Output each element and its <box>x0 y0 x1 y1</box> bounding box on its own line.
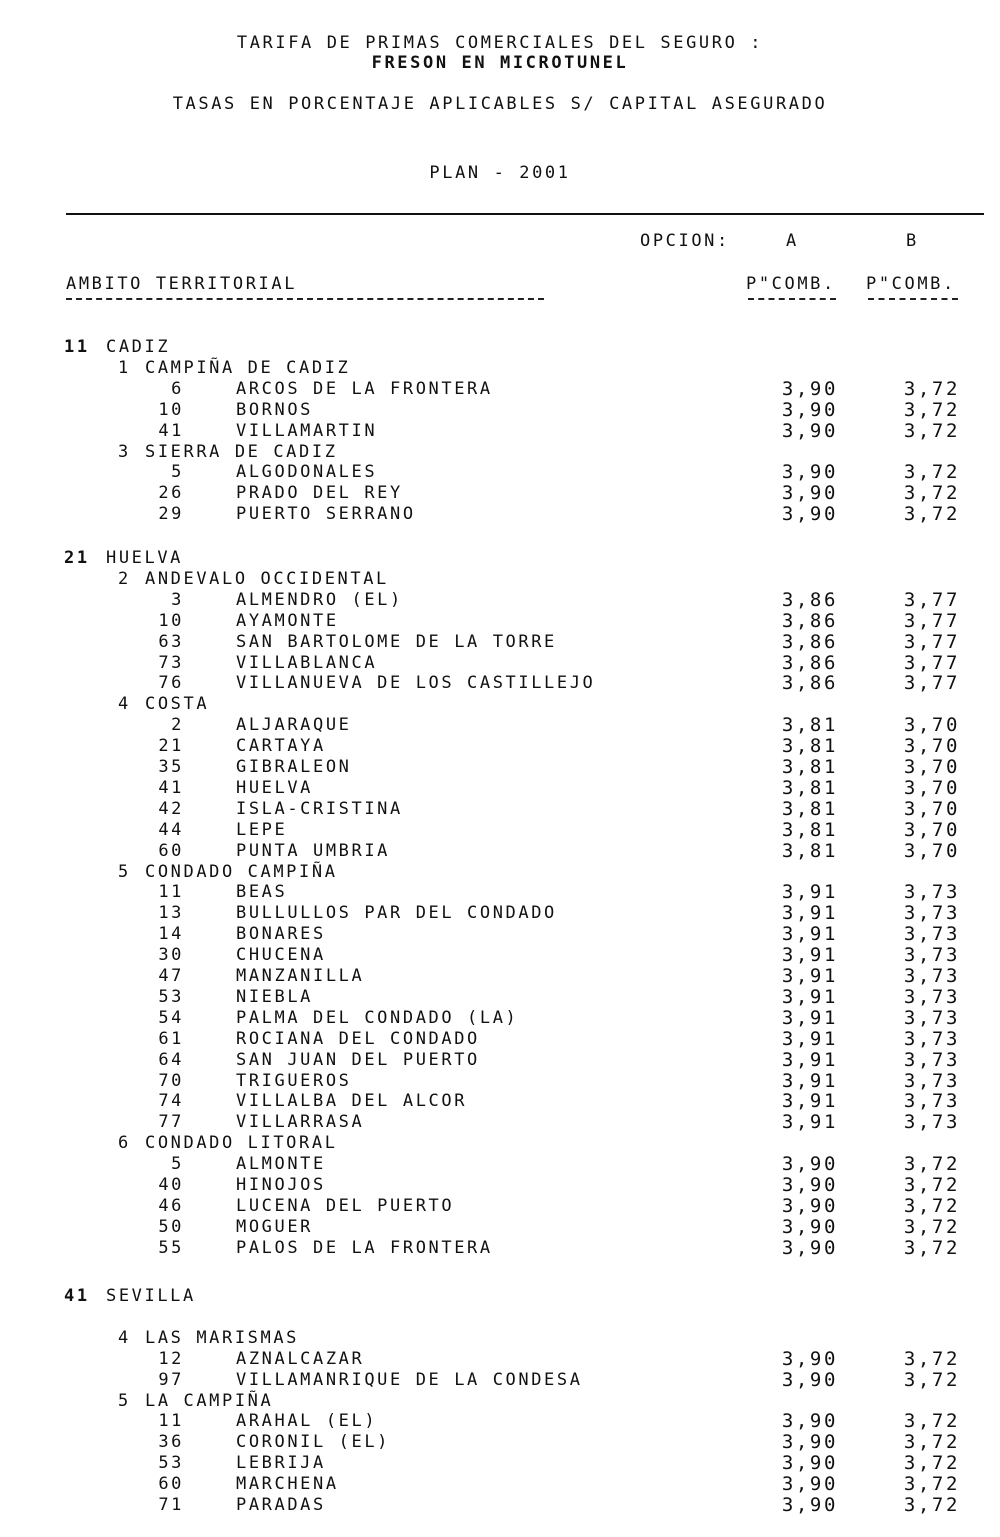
municipality-name: LUCENA DEL PUERTO <box>236 1195 455 1216</box>
municipality-name: ALGODONALES <box>236 462 378 483</box>
rate-option-a: 3,81 <box>781 714 838 737</box>
municipality-code: 50 <box>158 1216 184 1237</box>
municipality-name: BEAS <box>236 882 288 903</box>
rate-option-b: 3,72 <box>903 1431 960 1454</box>
municipality-code: 35 <box>158 757 184 777</box>
municipality-code: 60 <box>158 1474 184 1495</box>
municipality-code: 60 <box>158 840 184 861</box>
rate-option-a: 3,90 <box>781 1473 838 1496</box>
comarca-name: LAS MARISMAS <box>145 1327 300 1348</box>
municipality-code: 42 <box>158 798 184 819</box>
rate-option-b: 3,70 <box>903 818 960 841</box>
rate-option-a: 3,86 <box>781 588 838 611</box>
municipality-name: ALMONTE <box>236 1154 326 1175</box>
rate-option-b: 3,70 <box>903 839 960 862</box>
option-a-label: A <box>786 231 799 251</box>
municipality-code: 30 <box>158 945 184 966</box>
province-code: 21 <box>64 548 90 568</box>
rate-option-b: 3,77 <box>903 672 960 695</box>
municipality-name: ALMENDRO (EL) <box>236 589 403 610</box>
rate-option-a: 3,90 <box>781 1431 838 1454</box>
municipality-name: BULLULLOS PAR DEL CONDADO <box>236 903 557 924</box>
comarca-code: 6 <box>118 1133 131 1154</box>
rate-option-b: 3,73 <box>903 1090 960 1113</box>
municipality-name: TRIGUEROS <box>236 1070 352 1091</box>
rate-option-b: 3,72 <box>903 503 960 526</box>
municipality-code: 11 <box>158 882 184 903</box>
municipality-name: ALJARAQUE <box>236 715 352 736</box>
rate-option-b: 3,73 <box>903 902 960 925</box>
comarca-name: COSTA <box>145 694 210 715</box>
rate-option-a: 3,90 <box>781 461 838 484</box>
opcion-label: OPCION: <box>640 231 730 251</box>
rate-option-b: 3,72 <box>903 482 960 505</box>
pcomb-b-header: P"COMB. <box>866 274 956 294</box>
rate-option-b: 3,77 <box>903 609 960 632</box>
rate-option-a: 3,91 <box>781 1006 838 1029</box>
municipality-code: 2 <box>171 715 184 736</box>
municipality-name: VILLABLANCA <box>236 652 378 673</box>
rate-option-a: 3,90 <box>781 1452 838 1475</box>
rate-option-b: 3,73 <box>903 923 960 946</box>
rate-option-b: 3,73 <box>903 1111 960 1134</box>
municipality-name: PARADAS <box>236 1495 326 1515</box>
rate-option-a: 3,90 <box>781 1174 838 1196</box>
rate-option-a: 3,91 <box>781 923 838 946</box>
municipality-name: VILLAMARTIN <box>236 420 378 441</box>
rate-option-a: 3,91 <box>781 965 838 987</box>
municipality-name: CHUCENA <box>236 945 326 966</box>
municipality-name: SAN JUAN DEL PUERTO <box>236 1049 480 1070</box>
rate-option-a: 3,90 <box>781 1410 838 1433</box>
rate-option-a: 3,86 <box>781 651 838 674</box>
municipality-name: LEBRIJA <box>236 1453 326 1474</box>
comarca-code: 4 <box>118 694 131 715</box>
rate-option-b: 3,73 <box>903 944 960 967</box>
municipality-name: MANZANILLA <box>236 966 365 986</box>
municipality-code: 71 <box>158 1495 184 1515</box>
comarca-name: CONDADO CAMPIÑA <box>145 861 338 882</box>
municipality-name: ARCOS DE LA FRONTERA <box>236 378 493 399</box>
municipality-code: 11 <box>158 1411 184 1432</box>
municipality-code: 13 <box>158 903 184 924</box>
municipality-code: 46 <box>158 1195 184 1216</box>
comarca-code: 5 <box>118 861 131 882</box>
rate-option-b: 3,72 <box>903 1368 960 1391</box>
municipality-name: PALOS DE LA FRONTERA <box>236 1237 493 1258</box>
rate-option-a: 3,81 <box>781 839 838 862</box>
municipality-name: CORONIL (EL) <box>236 1432 391 1453</box>
municipality-name: AZNALCAZAR <box>236 1348 365 1369</box>
rate-option-a: 3,90 <box>781 503 838 526</box>
comarca-name: SIERRA DE CADIZ <box>145 441 338 462</box>
rate-option-b: 3,73 <box>903 965 960 987</box>
rate-option-b: 3,73 <box>903 985 960 1008</box>
rate-option-a: 3,90 <box>781 482 838 505</box>
rate-option-b: 3,72 <box>903 1194 960 1217</box>
rate-option-a: 3,81 <box>781 735 838 758</box>
municipality-name: VILLARRASA <box>236 1112 365 1133</box>
rate-option-a: 3,90 <box>781 1194 838 1217</box>
rate-option-a: 3,81 <box>781 818 838 841</box>
rate-option-b: 3,72 <box>903 1174 960 1196</box>
municipality-code: 70 <box>158 1070 184 1091</box>
municipality-code: 74 <box>158 1091 184 1112</box>
rate-option-a: 3,90 <box>781 398 838 421</box>
comarca-code: 1 <box>118 357 131 378</box>
municipality-name: ROCIANA DEL CONDADO <box>236 1028 480 1049</box>
municipality-name: BORNOS <box>236 399 314 420</box>
rate-option-b: 3,72 <box>903 1452 960 1475</box>
province-code: 41 <box>64 1286 90 1306</box>
rate-option-a: 3,86 <box>781 672 838 695</box>
comarca-code: 4 <box>118 1327 131 1348</box>
municipality-code: 53 <box>158 986 184 1007</box>
plan-label: PLAN - 2001 <box>429 163 571 183</box>
municipality-code: 97 <box>158 1369 184 1390</box>
rate-option-b: 3,77 <box>903 588 960 611</box>
comarca-code: 2 <box>118 568 131 589</box>
municipality-code: 10 <box>158 399 184 420</box>
rate-option-a: 3,90 <box>781 1215 838 1238</box>
municipality-name: SAN BARTOLOME DE LA TORRE <box>236 631 557 652</box>
province-name: HUELVA <box>106 548 184 568</box>
municipality-name: PALMA DEL CONDADO (LA) <box>236 1007 519 1028</box>
header-rule <box>66 213 984 215</box>
pcomb-b-underline <box>868 298 958 300</box>
rate-option-b: 3,72 <box>903 461 960 484</box>
rate-option-b: 3,73 <box>903 1048 960 1071</box>
comarca-code: 3 <box>118 441 131 462</box>
rate-option-b: 3,73 <box>903 1006 960 1029</box>
municipality-name: HUELVA <box>236 777 314 798</box>
pcomb-a-underline <box>748 298 836 300</box>
rate-option-a: 3,81 <box>781 756 838 778</box>
rate-option-b: 3,77 <box>903 630 960 653</box>
rate-option-a: 3,90 <box>781 1368 838 1391</box>
subtitle: TASAS EN PORCENTAJE APLICABLES S/ CAPITAL ASEGURADO <box>172 94 828 114</box>
ambito-underline <box>66 298 544 300</box>
rate-option-a: 3,81 <box>781 797 838 820</box>
rate-option-a: 3,86 <box>781 609 838 632</box>
municipality-code: 12 <box>158 1348 184 1369</box>
rate-option-b: 3,73 <box>903 1027 960 1050</box>
province-name: SEVILLA <box>106 1286 196 1306</box>
rate-option-a: 3,90 <box>781 1494 838 1516</box>
municipality-code: 55 <box>158 1237 184 1258</box>
municipality-code: 14 <box>158 924 184 945</box>
rate-option-a: 3,86 <box>781 630 838 653</box>
rate-option-b: 3,72 <box>903 1347 960 1370</box>
rate-option-b: 3,73 <box>903 1069 960 1092</box>
municipality-name: VILLANUEVA DE LOS CASTILLEJO <box>236 673 596 694</box>
municipality-code: 73 <box>158 652 184 673</box>
municipality-name: GIBRALEON <box>236 757 352 777</box>
municipality-code: 29 <box>158 504 184 525</box>
rate-option-b: 3,72 <box>903 1494 960 1516</box>
rate-option-b: 3,70 <box>903 735 960 758</box>
rate-option-b: 3,72 <box>903 1236 960 1259</box>
municipality-name: LEPE <box>236 819 288 840</box>
municipality-code: 40 <box>158 1175 184 1195</box>
municipality-name: BONARES <box>236 924 326 945</box>
municipality-name: ARAHAL (EL) <box>236 1411 378 1432</box>
rate-option-a: 3,91 <box>781 881 838 904</box>
pcomb-a-header: P"COMB. <box>746 274 836 294</box>
rate-option-a: 3,91 <box>781 1111 838 1134</box>
rate-option-a: 3,91 <box>781 902 838 925</box>
municipality-code: 21 <box>158 736 184 757</box>
rate-option-a: 3,90 <box>781 1153 838 1176</box>
municipality-code: 26 <box>158 483 184 504</box>
comarca-code: 5 <box>118 1390 131 1411</box>
rate-option-b: 3,70 <box>903 797 960 820</box>
municipality-code: 10 <box>158 610 184 631</box>
comarca-name: LA CAMPIÑA <box>145 1390 274 1411</box>
rate-option-b: 3,72 <box>903 1153 960 1176</box>
rate-option-a: 3,91 <box>781 1069 838 1092</box>
municipality-code: 76 <box>158 673 184 694</box>
comarca-name: CAMPIÑA DE CADIZ <box>145 357 351 378</box>
rate-option-b: 3,73 <box>903 881 960 904</box>
rate-option-a: 3,90 <box>781 1236 838 1259</box>
municipality-code: 44 <box>158 819 184 840</box>
municipality-name: VILLAMANRIQUE DE LA CONDESA <box>236 1369 583 1390</box>
municipality-name: ISLA-CRISTINA <box>236 798 403 819</box>
municipality-name: NIEBLA <box>236 986 314 1007</box>
rate-option-b: 3,72 <box>903 1215 960 1238</box>
rate-option-a: 3,91 <box>781 944 838 967</box>
municipality-code: 5 <box>171 462 184 483</box>
rate-option-b: 3,70 <box>903 714 960 737</box>
rate-option-a: 3,91 <box>781 1048 838 1071</box>
rate-option-b: 3,72 <box>903 419 960 442</box>
rate-option-a: 3,91 <box>781 1027 838 1050</box>
municipality-name: AYAMONTE <box>236 610 339 631</box>
title-line-2: FRESON EN MICROTUNEL <box>371 53 629 73</box>
municipality-code: 47 <box>158 966 184 986</box>
rate-option-a: 3,90 <box>781 377 838 400</box>
rate-option-b: 3,72 <box>903 1473 960 1496</box>
rate-option-b: 3,72 <box>903 1410 960 1433</box>
rate-option-a: 3,90 <box>781 1347 838 1370</box>
rate-option-b: 3,72 <box>903 398 960 421</box>
rate-option-b: 3,72 <box>903 377 960 400</box>
municipality-name: HINOJOS <box>236 1175 326 1195</box>
municipality-code: 36 <box>158 1432 184 1453</box>
municipality-name: PUERTO SERRANO <box>236 504 416 525</box>
ambito-territorial-header: AMBITO TERRITORIAL <box>66 274 298 294</box>
municipality-name: MOGUER <box>236 1216 314 1237</box>
municipality-name: CARTAYA <box>236 736 326 757</box>
municipality-code: 5 <box>171 1154 184 1175</box>
comarca-name: CONDADO LITORAL <box>145 1133 338 1154</box>
rate-option-a: 3,91 <box>781 985 838 1008</box>
municipality-code: 3 <box>171 589 184 610</box>
municipality-code: 6 <box>171 378 184 399</box>
municipality-name: PRADO DEL REY <box>236 483 403 504</box>
rate-option-b: 3,70 <box>903 776 960 799</box>
municipality-name: MARCHENA <box>236 1474 339 1495</box>
municipality-code: 77 <box>158 1112 184 1133</box>
rate-option-a: 3,91 <box>781 1090 838 1113</box>
municipality-code: 61 <box>158 1028 184 1049</box>
option-b-label: B <box>906 231 919 251</box>
municipality-code: 54 <box>158 1007 184 1028</box>
municipality-code: 41 <box>158 777 184 798</box>
province-code: 11 <box>64 337 90 357</box>
municipality-code: 41 <box>158 420 184 441</box>
comarca-name: ANDEVALO OCCIDENTAL <box>145 568 389 589</box>
municipality-code: 53 <box>158 1453 184 1474</box>
municipality-code: 63 <box>158 631 184 652</box>
rate-option-a: 3,90 <box>781 419 838 442</box>
province-name: CADIZ <box>106 337 171 357</box>
rate-option-b: 3,77 <box>903 651 960 674</box>
municipality-code: 64 <box>158 1049 184 1070</box>
rate-option-b: 3,70 <box>903 756 960 778</box>
rate-option-a: 3,81 <box>781 776 838 799</box>
title-line-1: TARIFA DE PRIMAS COMERCIALES DEL SEGURO : <box>236 33 764 53</box>
municipality-name: VILLALBA DEL ALCOR <box>236 1091 468 1112</box>
municipality-name: PUNTA UMBRIA <box>236 840 391 861</box>
